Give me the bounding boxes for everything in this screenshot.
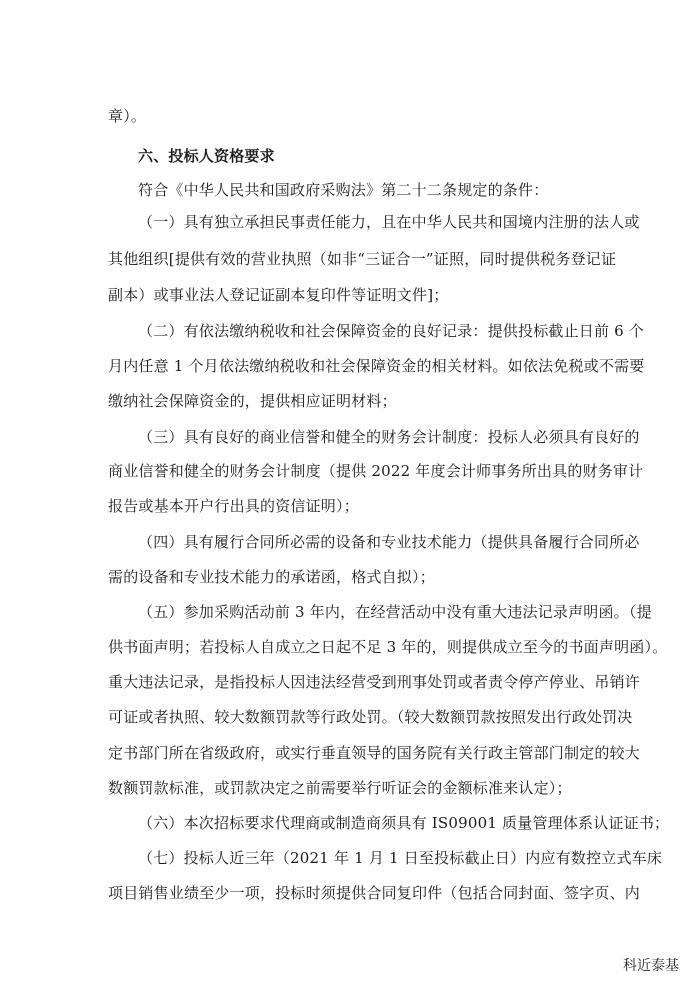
text-line: （七）投标人近三年（2021 年 1 月 1 日至投标截止日）内应有数控立式车床	[138, 849, 663, 867]
text-line: 商业信誉和健全的财务会计制度（提供 2022 年度会计师事务所出具的财务审计	[108, 462, 644, 480]
watermark-label: 科近泰基	[620, 954, 682, 976]
text-line: 符合《中华人民共和国政府采购法》第二十二条规定的条件：	[138, 181, 549, 199]
text-line: （六）本次招标要求代理商或制造商须具有 IS09001 质量管理体系认证证书；	[138, 814, 670, 832]
text-line: 数额罚款标准，或罚款决定之前需要举行听证会的金额标准来认定）；	[108, 779, 572, 797]
text-line: 项目销售业绩至少一项，投标时须提供合同复印件（包括合同封面、签字页、内	[108, 884, 641, 902]
text-line: 月内任意 1 个月依法缴纳税收和社会保障资金的相关材料。如依法免税或不需要	[108, 357, 645, 375]
text-line: 章）。	[108, 107, 147, 125]
text-line: 报告或基本开户行出具的资信证明）；	[108, 497, 359, 515]
text-line: 定书部门所在省级政府，或实行垂直领导的国务院有关行政主管部门制定的较大	[108, 744, 641, 762]
section-heading: 六、投标人资格要求	[138, 147, 275, 165]
text-line: 可证或者执照、较大数额罚款等行政处罚。（较大数额罚款按照发出行政处罚决	[108, 708, 633, 726]
text-line: 供书面声明；若投标人自成立之日起不足 3 年的，则提供成立至今的书面声明函）。	[108, 638, 668, 656]
text-line: 重大违法记录，是指投标人因违法经营受到刑事处罚或者责令停产停业、吊销许	[108, 673, 641, 691]
text-line: （三）具有良好的商业信誉和健全的财务会计制度：投标人必须具有良好的	[138, 428, 640, 446]
text-line: 需的设备和专业技术能力的承诺函，格式自拟）；	[108, 568, 435, 586]
text-line: （四）具有履行合同所必需的设备和专业技术能力（提供具备履行合同所必	[138, 533, 640, 551]
text-line: 其他组织[提供有效的营业执照（如非“三证合一”证照，同时提供税务登记证	[108, 250, 617, 268]
text-line: （一）具有独立承担民事责任能力，且在中华人民共和国境内注册的法人或	[138, 213, 640, 231]
text-line: 副本）或事业法人登记证副本复印件等证明文件]；	[108, 286, 449, 304]
text-line: （五）参加采购活动前 3 年内，在经营活动中没有重大违法记录声明函。（提	[138, 603, 652, 621]
text-line: 缴纳社会保障资金的，提供相应证明材料；	[108, 392, 397, 410]
text-line: （二）有依法缴纳税收和社会保障资金的良好记录：提供投标截止日前 6 个	[138, 322, 645, 340]
